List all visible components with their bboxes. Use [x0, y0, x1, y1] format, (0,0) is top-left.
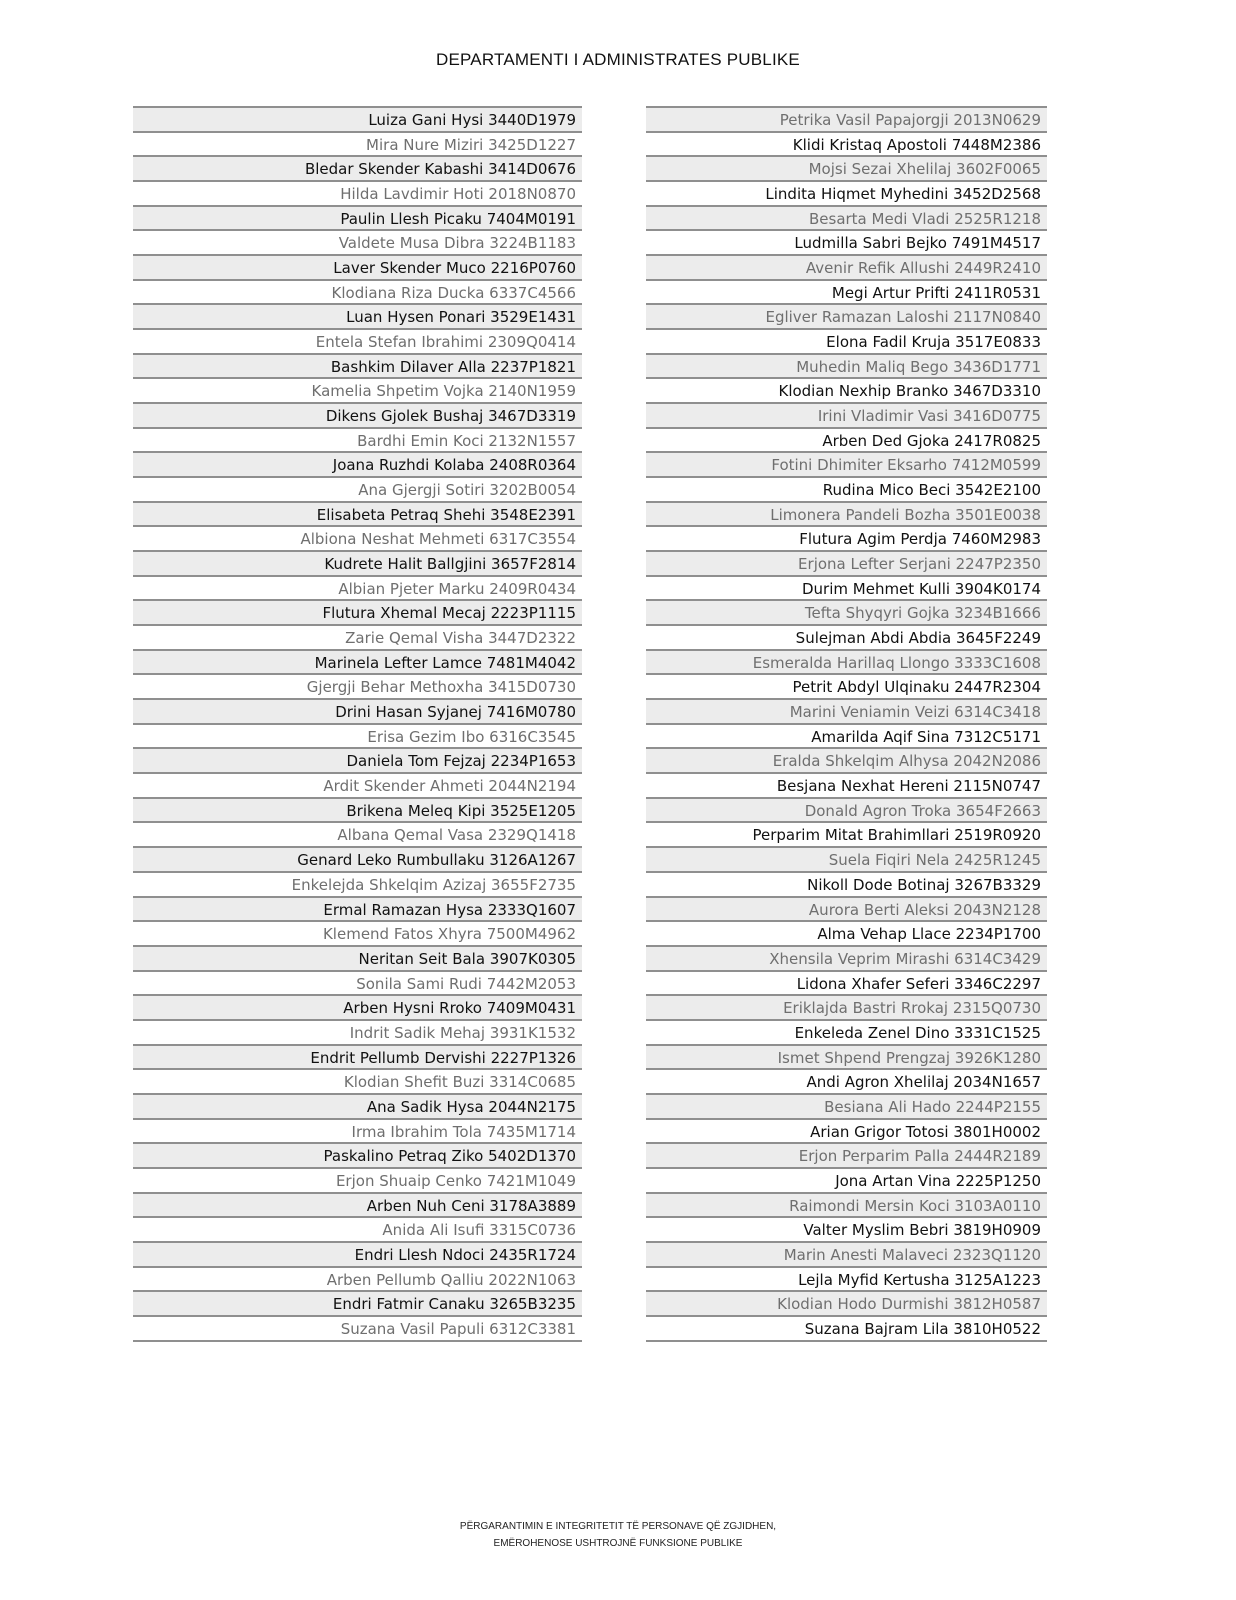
list-item: Arben Ded Gjoka 2417R0825: [646, 429, 1047, 454]
list-item: Amarilda Aqif Sina 7312C5171: [646, 725, 1047, 750]
list-item: Irini Vladimir Vasi 3416D0775: [646, 404, 1047, 429]
list-item: Brikena Meleq Kipi 3525E1205: [133, 799, 582, 824]
list-item: Eriklajda Bastri Rrokaj 2315Q0730: [646, 996, 1047, 1021]
list-item: Perparim Mitat Brahimllari 2519R0920: [646, 823, 1047, 848]
list-item: Daniela Tom Fejzaj 2234P1653: [133, 749, 582, 774]
list-item: Egliver Ramazan Laloshi 2117N0840: [646, 305, 1047, 330]
footer-line-2: EMËROHENOSE USHTROJNË FUNKSIONE PUBLIKE: [493, 1538, 743, 1549]
list-item: Marinela Lefter Lamce 7481M4042: [133, 651, 582, 676]
list-item: Arben Hysni Rroko 7409M0431: [133, 996, 582, 1021]
list-item: Rudina Mico Beci 3542E2100: [646, 478, 1047, 503]
list-item: Lejla Myfid Kertusha 3125A1223: [646, 1268, 1047, 1293]
list-item: Klodiana Riza Ducka 6337C4566: [133, 281, 582, 306]
list-item: Petrit Abdyl Ulqinaku 2447R2304: [646, 675, 1047, 700]
list-item: Kamelia Shpetim Vojka 2140N1959: [133, 379, 582, 404]
list-item: Irma Ibrahim Tola 7435M1714: [133, 1120, 582, 1145]
list-item: Klidi Kristaq Apostoli 7448M2386: [646, 133, 1047, 158]
list-item: Aurora Berti Aleksi 2043N2128: [646, 898, 1047, 923]
list-item: Luan Hysen Ponari 3529E1431: [133, 305, 582, 330]
list-item: Suela Fiqiri Nela 2425R1245: [646, 848, 1047, 873]
list-item: Tefta Shyqyri Gojka 3234B1666: [646, 601, 1047, 626]
list-item: Enkelejda Shkelqim Azizaj 3655F2735: [133, 873, 582, 898]
list-item: Erjon Perparim Palla 2444R2189: [646, 1144, 1047, 1169]
list-item: Nikoll Dode Botinaj 3267B3329: [646, 873, 1047, 898]
list-item: Sulejman Abdi Abdia 3645F2249: [646, 626, 1047, 651]
list-item: Hilda Lavdimir Hoti 2018N0870: [133, 182, 582, 207]
list-item: Suzana Bajram Lila 3810H0522: [646, 1317, 1047, 1342]
list-item: Paskalino Petraq Ziko 5402D1370: [133, 1144, 582, 1169]
list-item: Elona Fadil Kruja 3517E0833: [646, 330, 1047, 355]
list-item: Anida Ali Isufi 3315C0736: [133, 1218, 582, 1243]
list-item: Esmeralda Harillaq Llongo 3333C1608: [646, 651, 1047, 676]
list-item: Lidona Xhafer Seferi 3346C2297: [646, 972, 1047, 997]
list-item: Endrit Pellumb Dervishi 2227P1326: [133, 1046, 582, 1071]
list-item: Arian Grigor Totosi 3801H0002: [646, 1120, 1047, 1145]
list-item: Ermal Ramazan Hysa 2333Q1607: [133, 898, 582, 923]
list-item: Ismet Shpend Prengzaj 3926K1280: [646, 1046, 1047, 1071]
list-item: Paulin Llesh Picaku 7404M0191: [133, 207, 582, 232]
list-item: Enkeleda Zenel Dino 3331C1525: [646, 1021, 1047, 1046]
list-item: Limonera Pandeli Bozha 3501E0038: [646, 503, 1047, 528]
list-item: Laver Skender Muco 2216P0760: [133, 256, 582, 281]
list-item: Sonila Sami Rudi 7442M2053: [133, 972, 582, 997]
list-item: Donald Agron Troka 3654F2663: [646, 799, 1047, 824]
list-item: Klemend Fatos Xhyra 7500M4962: [133, 922, 582, 947]
list-item: Bledar Skender Kabashi 3414D0676: [133, 157, 582, 182]
list-item: Dikens Gjolek Bushaj 3467D3319: [133, 404, 582, 429]
list-item: Gjergji Behar Methoxha 3415D0730: [133, 675, 582, 700]
list-item: Endri Llesh Ndoci 2435R1724: [133, 1243, 582, 1268]
list-item: Ana Sadik Hysa 2044N2175: [133, 1095, 582, 1120]
list-item: Avenir Refik Allushi 2449R2410: [646, 256, 1047, 281]
list-item: Drini Hasan Syjanej 7416M0780: [133, 700, 582, 725]
list-item: Muhedin Maliq Bego 3436D1771: [646, 355, 1047, 380]
list-item: Joana Ruzhdi Kolaba 2408R0364: [133, 453, 582, 478]
list-item: Besjana Nexhat Hereni 2115N0747: [646, 774, 1047, 799]
list-item: Valdete Musa Dibra 3224B1183: [133, 231, 582, 256]
list-item: Kudrete Halit Ballgjini 3657F2814: [133, 552, 582, 577]
list-item: Fotini Dhimiter Eksarho 7412M0599: [646, 453, 1047, 478]
list-item: Mojsi Sezai Xhelilaj 3602F0065: [646, 157, 1047, 182]
list-item: Albiona Neshat Mehmeti 6317C3554: [133, 527, 582, 552]
list-item: Andi Agron Xhelilaj 2034N1657: [646, 1070, 1047, 1095]
list-item: Arben Pellumb Qalliu 2022N1063: [133, 1268, 582, 1293]
list-item: Klodian Shefit Buzi 3314C0685: [133, 1070, 582, 1095]
list-item: Erjon Shuaip Cenko 7421M1049: [133, 1169, 582, 1194]
list-item: Entela Stefan Ibrahimi 2309Q0414: [133, 330, 582, 355]
right-name-list: [646, 106, 1047, 1342]
list-item: Endri Fatmir Canaku 3265B3235: [133, 1292, 582, 1317]
list-item: Genard Leko Rumbullaku 3126A1267: [133, 848, 582, 873]
list-item: Alma Vehap Llace 2234P1700: [646, 922, 1047, 947]
list-item: Petrika Vasil Papajorgji 2013N0629: [646, 108, 1047, 133]
list-item: Klodian Nexhip Branko 3467D3310: [646, 379, 1047, 404]
list-item: Klodian Hodo Durmishi 3812H0587: [646, 1292, 1047, 1317]
list-item: Eralda Shkelqim Alhysa 2042N2086: [646, 749, 1047, 774]
list-item: Albian Pjeter Marku 2409R0434: [133, 577, 582, 602]
list-item: Durim Mehmet Kulli 3904K0174: [646, 577, 1047, 602]
list-item: Indrit Sadik Mehaj 3931K1532: [133, 1021, 582, 1046]
list-item: Flutura Xhemal Mecaj 2223P1115: [133, 601, 582, 626]
list-item: Erisa Gezim Ibo 6316C3545: [133, 725, 582, 750]
list-item: Erjona Lefter Serjani 2247P2350: [646, 552, 1047, 577]
list-item: Zarie Qemal Visha 3447D2322: [133, 626, 582, 651]
list-item: Bashkim Dilaver Alla 2237P1821: [133, 355, 582, 380]
list-item: Jona Artan Vina 2225P1250: [646, 1169, 1047, 1194]
list-item: Luiza Gani Hysi 3440D1979: [133, 108, 582, 133]
list-item: Marin Anesti Malaveci 2323Q1120: [646, 1243, 1047, 1268]
list-item: Arben Nuh Ceni 3178A3889: [133, 1194, 582, 1219]
list-item: Raimondi Mersin Koci 3103A0110: [646, 1194, 1047, 1219]
list-item: Bardhi Emin Koci 2132N1557: [133, 429, 582, 454]
list-item: Lindita Hiqmet Myhedini 3452D2568: [646, 182, 1047, 207]
list-item: Valter Myslim Bebri 3819H0909: [646, 1218, 1047, 1243]
list-item: Xhensila Veprim Mirashi 6314C3429: [646, 947, 1047, 972]
left-name-list: [133, 106, 582, 1342]
list-item: Suzana Vasil Papuli 6312C3381: [133, 1317, 582, 1342]
list-item: Neritan Seit Bala 3907K0305: [133, 947, 582, 972]
list-item: Flutura Agim Perdja 7460M2983: [646, 527, 1047, 552]
footer: [0, 1518, 1236, 1552]
footer-line-1: PËRGARANTIMIN E INTEGRITETIT TË PERSONAVE QË ZGJIDHEN,: [459, 1521, 777, 1532]
page-title: DEPARTAMENTI I ADMINISTRATES PUBLIKE: [436, 50, 800, 69]
list-item: Besarta Medi Vladi 2525R1218: [646, 207, 1047, 232]
list-item: Ardit Skender Ahmeti 2044N2194: [133, 774, 582, 799]
list-item: Besiana Ali Hado 2244P2155: [646, 1095, 1047, 1120]
list-item: Mira Nure Miziri 3425D1227: [133, 133, 582, 158]
list-item: Ana Gjergji Sotiri 3202B0054: [133, 478, 582, 503]
list-item: Ludmilla Sabri Bejko 7491M4517: [646, 231, 1047, 256]
list-item: Albana Qemal Vasa 2329Q1418: [133, 823, 582, 848]
list-item: Marini Veniamin Veizi 6314C3418: [646, 700, 1047, 725]
list-item: Megi Artur Prifti 2411R0531: [646, 281, 1047, 306]
list-item: Elisabeta Petraq Shehi 3548E2391: [133, 503, 582, 528]
